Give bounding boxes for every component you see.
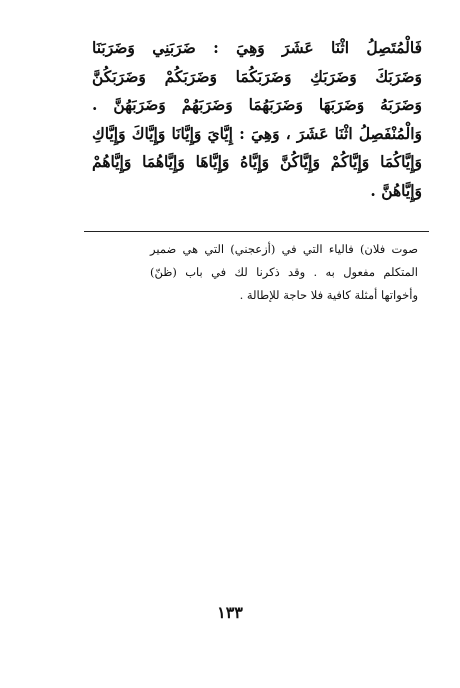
footnote-divider [84,231,429,232]
page-number: ١٣٣ [217,603,243,622]
footnote-line: وأخواتها أمثلة كافية فلا حاجة للإطالة . [239,288,418,302]
main-text-line: وَإِيَّاكُمَا وَإِيَّاكُمْ وَإِيَّاكُنَّ وَإِيَّاهُ وَإِيَّاهَا وَإِيَّاهُمَا وَإِيَّاهُمْ [92,152,422,171]
footnote-line: المتكلم مفعول به . وقد ذكرنا لك في باب (ظنّ) [150,265,418,279]
main-text-line: وَالْمُنْفَصِلُ اثْنَا عَشَرَ ، وَهِيَ : إِيَّايَ وَإِيَّانَا وَإِيَّاكَ وَإِيَّاكِ [92,123,422,143]
main-text-line: وَضَرَبَهُ وَضَرَبَهَا وَضَرَبَهُمَا وَضَرَبَهُمْ وَضَرَبَهُنَّ . [92,95,422,114]
main-text-line: وَإِيَّاهُنَّ . [370,180,422,200]
footnote-block [150,238,418,307]
main-text-block [92,34,422,205]
footnote-line: صوت فلان) فالياء التي في (أزعجني) التي هي ضمير [150,242,418,256]
main-text-line: وَضَرَبَكَ وَضَرَبَكِ وَضَرَبَكُمَا وَضَرَبَكُمْ وَضَرَبَكُنَّ [92,66,422,86]
main-text-line: فَالْمُتَصِلُ اثْنَا عَشَرَ وَهِيَ : ضَرَبَنِي وَضَرَبَنَا [92,38,422,57]
